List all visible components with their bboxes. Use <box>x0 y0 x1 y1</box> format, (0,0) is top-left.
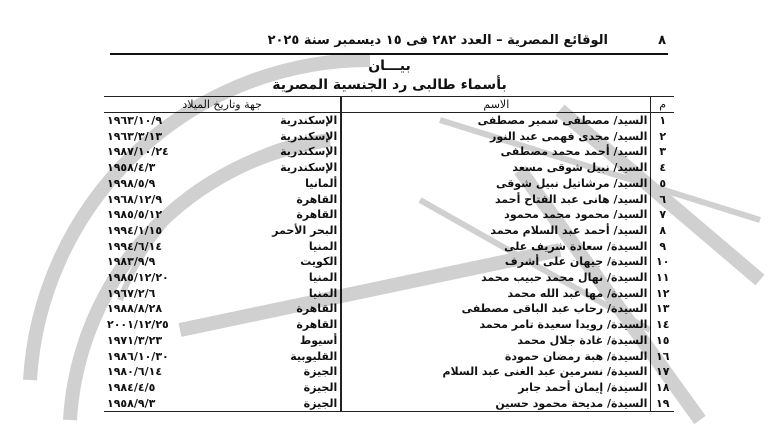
table-header-row <box>104 97 674 113</box>
applicant-name: السيدة/ هبة رمضان حمودة <box>341 349 651 365</box>
applicant-name: السيدة/ نهال محمد حبيب محمد <box>341 270 651 286</box>
birth-place: القاهرة <box>296 318 338 332</box>
table-row <box>104 396 674 412</box>
birth-info <box>104 317 341 333</box>
row-number: ٣ <box>651 144 674 160</box>
row-number: ١٧ <box>651 364 674 380</box>
applicant-name: السيد/ محمود محمد محمود <box>341 207 651 223</box>
applicant-name: السيد/ مجدى فهمى عبد النور <box>341 129 651 145</box>
birth-info <box>104 113 341 129</box>
table-row <box>104 333 674 349</box>
document-title: بيـــان <box>368 58 411 74</box>
birth-date: ١٩٧١/٣/٢٣ <box>107 333 163 347</box>
applicant-name: السيدة/ نسرمين عبد الغنى عبد السلام <box>341 364 651 380</box>
birth-info <box>104 144 341 160</box>
row-number: ١٥ <box>651 333 674 349</box>
birth-date: ١٩٥٨/٩/٣ <box>107 396 156 410</box>
applicants-table <box>104 96 674 412</box>
birth-place: المنيا <box>308 271 338 285</box>
row-number: ١٢ <box>651 286 674 302</box>
birth-info <box>104 349 341 365</box>
applicant-name: السيدة/ رحاب عبد الباقى مصطفى <box>341 301 651 317</box>
table-row <box>104 113 674 129</box>
applicant-name: السيدة/ غادة جلال محمد <box>341 333 651 349</box>
birth-date: ١٩٨٥/٥/١٢ <box>107 208 163 222</box>
applicant-name: السيد/ مرشاتيل نبيل شوقى <box>341 176 651 192</box>
table-row <box>104 349 674 365</box>
row-number: ٧ <box>651 207 674 223</box>
table-row <box>104 380 674 396</box>
birth-place: القاهرة <box>296 302 338 316</box>
birth-info <box>104 192 341 208</box>
row-number: ٢ <box>651 129 674 145</box>
birth-date: ١٩٨٦/١٠/٣٠ <box>107 349 169 363</box>
row-number: ٩ <box>651 239 674 255</box>
header-birth: جهة وتاريخ الميلاد <box>104 97 341 113</box>
row-number: ٦ <box>651 192 674 208</box>
row-number: ٨ <box>651 223 674 239</box>
table-row <box>104 192 674 208</box>
applicant-name: السيد/ أحمد عبد السلام محمد <box>341 223 651 239</box>
birth-date: ١٩٩٤/١/١٥ <box>107 223 163 237</box>
birth-date: ١٩٦٨/١٢/٩ <box>107 192 163 206</box>
birth-place: الإسكندرية <box>280 114 338 127</box>
header-number: م <box>651 97 674 113</box>
row-number: ٤ <box>651 160 674 176</box>
birth-info <box>104 223 341 239</box>
table-row <box>104 317 674 333</box>
table-row <box>104 301 674 317</box>
applicant-name: السيدة/ مديحة محمود حسين <box>341 396 651 412</box>
birth-info <box>104 129 341 145</box>
row-number: ١٣ <box>651 301 674 317</box>
page-number: ٨ <box>658 33 666 48</box>
table-row <box>104 160 674 176</box>
table-row <box>104 254 674 270</box>
birth-info <box>104 396 341 412</box>
birth-info <box>104 176 341 192</box>
birth-place: المنيا <box>308 239 338 253</box>
row-number: ١٤ <box>651 317 674 333</box>
birth-info <box>104 380 341 396</box>
birth-date: ١٩٩٤/٦/١٤ <box>107 239 163 253</box>
birth-date: ١٩٨٣/٩/٩ <box>107 255 156 269</box>
birth-date: ١٩٨٥/١٢/٢٠ <box>107 271 169 285</box>
header-rule <box>110 53 668 55</box>
birth-info <box>104 207 341 223</box>
birth-date: ١٩٦٣/١٠/٩ <box>107 114 163 127</box>
birth-info <box>104 333 341 349</box>
running-header <box>110 33 666 53</box>
birth-place: ألمانيا <box>305 176 338 190</box>
birth-place: أسيوط <box>299 333 338 347</box>
birth-place: البحر الأحمر <box>272 223 338 237</box>
row-number: ١ <box>651 113 674 129</box>
birth-date: ١٩٨٧/١٠/٢٤ <box>107 145 169 159</box>
header-name: الاسم <box>341 97 651 113</box>
birth-place: الإسكندرية <box>280 145 338 159</box>
birth-place: الكويت <box>300 255 338 269</box>
birth-place: الجيزة <box>303 396 338 410</box>
table-row <box>104 207 674 223</box>
birth-info <box>104 160 341 176</box>
birth-info <box>104 286 341 302</box>
document-subtitle: بأسماء طالبى رد الجنسية المصرية <box>272 77 507 93</box>
applicant-name: السيد/ مصطفى سمير مصطفى <box>341 113 651 129</box>
birth-info <box>104 301 341 317</box>
row-number: ١١ <box>651 270 674 286</box>
birth-date: ١٩٨٤/٤/٥ <box>107 380 156 394</box>
row-number: ١٦ <box>651 349 674 365</box>
birth-place: القليوبية <box>290 349 338 363</box>
table-row <box>104 129 674 145</box>
birth-info <box>104 239 341 255</box>
applicant-name: السيدة/ مها عبد الله محمد <box>341 286 651 302</box>
table-row <box>104 364 674 380</box>
table-row <box>104 223 674 239</box>
birth-date: ١٩٨٠/٦/١٤ <box>107 365 163 379</box>
applicant-name: السيدة/ جيهان على أشرف <box>341 254 651 270</box>
row-number: ٥ <box>651 176 674 192</box>
applicant-name: السيدة/ سعادة شريف على <box>341 239 651 255</box>
applicant-name: السيدة/ رويدا سعيدة تامر محمد <box>341 317 651 333</box>
birth-place: الجيزة <box>303 365 338 379</box>
birth-info <box>104 270 341 286</box>
birth-info <box>104 254 341 270</box>
birth-date: ١٩٨٨/٨/٢٨ <box>107 302 163 316</box>
row-number: ١٨ <box>651 380 674 396</box>
row-number: ١٠ <box>651 254 674 270</box>
birth-date: ١٩٥٨/٤/٣ <box>107 161 156 175</box>
table-row <box>104 286 674 302</box>
birth-date: ١٩٦٧/٢/٦ <box>107 286 156 300</box>
running-title: الوقائع المصرية – العدد ٢٨٢ فى ١٥ ديسمبر سنة ٢٠٢٥ <box>267 33 608 48</box>
table-row <box>104 176 674 192</box>
applicant-name: السيد/ أحمد محمد مصطفى <box>341 144 651 160</box>
birth-info <box>104 364 341 380</box>
birth-date: ١٩٦٣/٣/١٣ <box>107 129 163 143</box>
birth-place: الإسكندرية <box>280 161 338 175</box>
table-row <box>104 144 674 160</box>
birth-place: القاهرة <box>296 192 338 206</box>
birth-place: الجيزة <box>303 380 338 394</box>
row-number: ١٩ <box>651 396 674 412</box>
applicant-name: السيد/ هانى عبد الفتاح أحمد <box>341 192 651 208</box>
birth-place: المنيا <box>308 286 338 300</box>
birth-date: ٢٠٠١/١٢/٢٥ <box>107 318 169 332</box>
applicant-name: السيدة/ إيمان أحمد جابر <box>341 380 651 396</box>
table-row <box>104 270 674 286</box>
birth-place: الإسكندرية <box>280 129 338 143</box>
table-row <box>104 239 674 255</box>
birth-place: القاهرة <box>296 208 338 222</box>
applicant-name: السيد/ نبيل شوقى مسعد <box>341 160 651 176</box>
birth-date: ١٩٩٨/٥/٩ <box>107 176 156 190</box>
